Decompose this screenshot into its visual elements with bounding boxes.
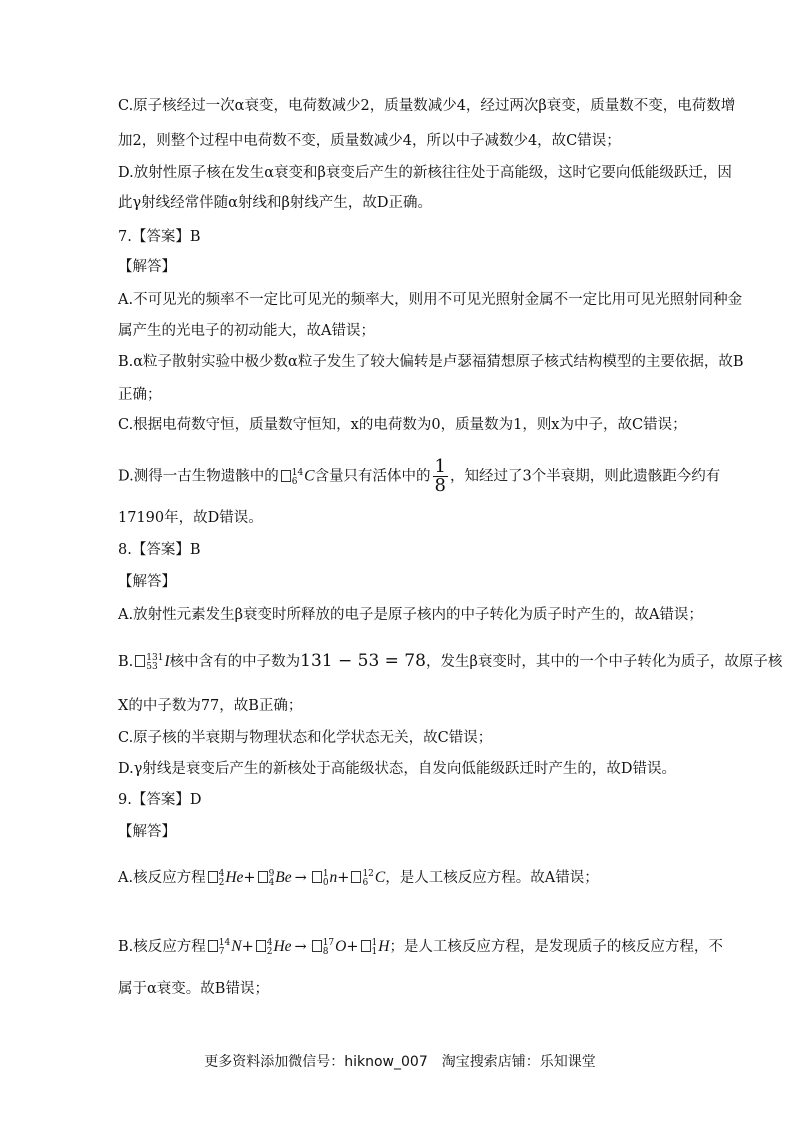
mass-number: 1: [371, 938, 378, 948]
text-line: A.放射性元素发生β衰变时所释放的电子是原子核内的中子转化为质子时产生的，故A错误；: [118, 607, 703, 623]
element-symbol: I: [164, 653, 170, 670]
line-suffix: ；是人工核反应方程，是发现质子的核反应方程，不: [389, 939, 723, 955]
text-line-formula: [118, 651, 782, 672]
element-symbol: N: [231, 938, 242, 955]
nuclide-index: [362, 870, 373, 888]
arrow-icon: →: [294, 939, 307, 955]
text-line: A.不可见光的频率不一定比可见光的频率大，则用不可见光照射金属不一定比用可见光照射同种金: [118, 292, 743, 308]
line-prefix: B.核反应方程: [118, 939, 206, 955]
placeholder-box-icon: [281, 470, 291, 482]
nuclide-index: [219, 939, 230, 957]
atomic-number: 0: [322, 878, 329, 888]
text-line: C.根据电荷数守恒，质量数守恒知，x的电荷数为0，质量数为1，则x为中子，故C错误；: [118, 417, 687, 433]
nuclide-index: [219, 870, 225, 888]
element-symbol: C: [374, 869, 386, 886]
nuclide-index: [372, 939, 378, 957]
element-symbol: n: [329, 869, 338, 886]
line-mid: 含量只有活体中的: [314, 468, 431, 485]
element-symbol: H: [378, 938, 390, 955]
element-symbol: C: [304, 467, 315, 485]
placeholder-box-icon: [351, 871, 361, 883]
equation-line: [118, 868, 599, 888]
answer-heading: 8.【答案】B: [118, 542, 201, 558]
text-line: C.原子核的半衰期与物理状态和化学状态无关，故C错误；: [118, 730, 493, 746]
atomic-number: 6: [291, 476, 298, 487]
element-symbol: Be: [275, 869, 292, 886]
element-symbol: He: [225, 869, 244, 886]
nuclide-index: [267, 939, 273, 957]
atomic-number: 4: [268, 878, 275, 888]
atomic-number: 53: [146, 662, 158, 672]
text-line: 属于α衰变。故B错误；: [118, 981, 269, 997]
answer-heading: 7.【答案】B: [118, 229, 201, 245]
equation-line: [118, 937, 723, 957]
line-suffix: ，知经过了3个半衰期，则此遗骸距今约有: [449, 468, 721, 485]
plus-sign: +: [346, 939, 359, 955]
mass-number: 14: [218, 938, 231, 948]
line-prefix: B.: [118, 654, 134, 670]
fraction: [433, 458, 448, 495]
text-line: 正确；: [118, 387, 162, 403]
fraction-denominator: 8: [434, 475, 446, 496]
nuclide-index: [269, 870, 275, 888]
plus-sign: +: [337, 870, 350, 886]
atomic-number: 8: [322, 947, 329, 957]
atomic-number: 2: [266, 947, 273, 957]
plus-sign: +: [243, 870, 256, 886]
fraction-numerator: 1: [434, 456, 446, 477]
text-line: X的中子数为77，故B正确；: [118, 698, 303, 714]
text-line: 17190年，故D错误。: [118, 510, 263, 526]
mass-number: 9: [268, 869, 275, 879]
line-mid: 核中含有的中子数为: [169, 654, 301, 670]
text-line-formula: [118, 458, 720, 495]
mass-number: 4: [266, 938, 273, 948]
plus-sign: +: [241, 939, 254, 955]
nuclide-index: [323, 870, 329, 888]
placeholder-box-icon: [361, 940, 371, 952]
line-prefix: A.核反应方程: [118, 870, 206, 886]
atomic-number: 2: [218, 878, 225, 888]
mass-number: 1: [322, 869, 329, 879]
mass-number: 14: [291, 467, 304, 478]
solution-heading: 【解答】: [118, 824, 176, 840]
text-line: 属产生的光电子的初动能大，故A错误；: [118, 323, 375, 339]
text-line: D.放射性原子核在发生α衰变和β衰变后产生的新核往往处于高能级，这时它要向低能级跃迁，因: [118, 165, 732, 181]
solution-heading: 【解答】: [118, 259, 176, 275]
element-symbol: O: [335, 938, 347, 955]
arithmetic-expression: 131 − 53 = 78: [300, 651, 426, 671]
mass-number: 17: [322, 938, 335, 948]
mass-number: 4: [218, 869, 225, 879]
placeholder-box-icon: [256, 940, 266, 952]
mass-number: 12: [362, 869, 374, 879]
text-line: 加2，则整个过程中电荷数不变，质量数减少4，所以中子减数少4，故C错误；: [118, 133, 621, 149]
placeholder-box-icon: [312, 940, 322, 952]
placeholder-box-icon: [135, 655, 145, 667]
text-line: D.γ射线是衰变后产生的新核处于高能级状态，自发向低能级跃迁时产生的，故D错误。: [118, 761, 677, 777]
line-prefix: D.测得一古生物遗骸中的: [118, 468, 279, 485]
placeholder-box-icon: [258, 871, 268, 883]
atomic-number: 6: [362, 878, 369, 888]
nuclide-index: [146, 654, 163, 672]
answer-heading: 9.【答案】D: [118, 792, 202, 808]
line-suffix: ，发生β衰变时，其中的一个中子转化为质子，故原子核: [425, 654, 783, 670]
element-symbol: He: [273, 938, 292, 955]
solution-heading: 【解答】: [118, 574, 176, 590]
line-suffix: ，是人工核反应方程。故A错误；: [385, 870, 599, 886]
page-footer: 更多资料添加微信号：hiknow_007 淘宝搜索店铺：乐知课堂: [204, 1054, 596, 1070]
nuclide-index: [323, 939, 334, 957]
arrow-icon: →: [294, 870, 307, 886]
text-line: C.原子核经过一次α衰变，电荷数减少2，质量数减少4，经过两次β衰变，质量数不变，电荷数增: [118, 98, 736, 114]
placeholder-box-icon: [208, 871, 218, 883]
atomic-number: 1: [371, 947, 378, 957]
nuclide-index: [292, 469, 303, 487]
mass-number: 131: [146, 653, 164, 663]
text-line: B.α粒子散射实验中极少数α粒子发生了较大偏转是卢瑟福猜想原子核式结构模型的主要依据，故B: [118, 354, 744, 370]
text-line: 此γ射线经常伴随α射线和β射线产生，故D正确。: [118, 195, 432, 211]
placeholder-box-icon: [312, 871, 322, 883]
atomic-number: 7: [218, 947, 225, 957]
placeholder-box-icon: [208, 940, 218, 952]
